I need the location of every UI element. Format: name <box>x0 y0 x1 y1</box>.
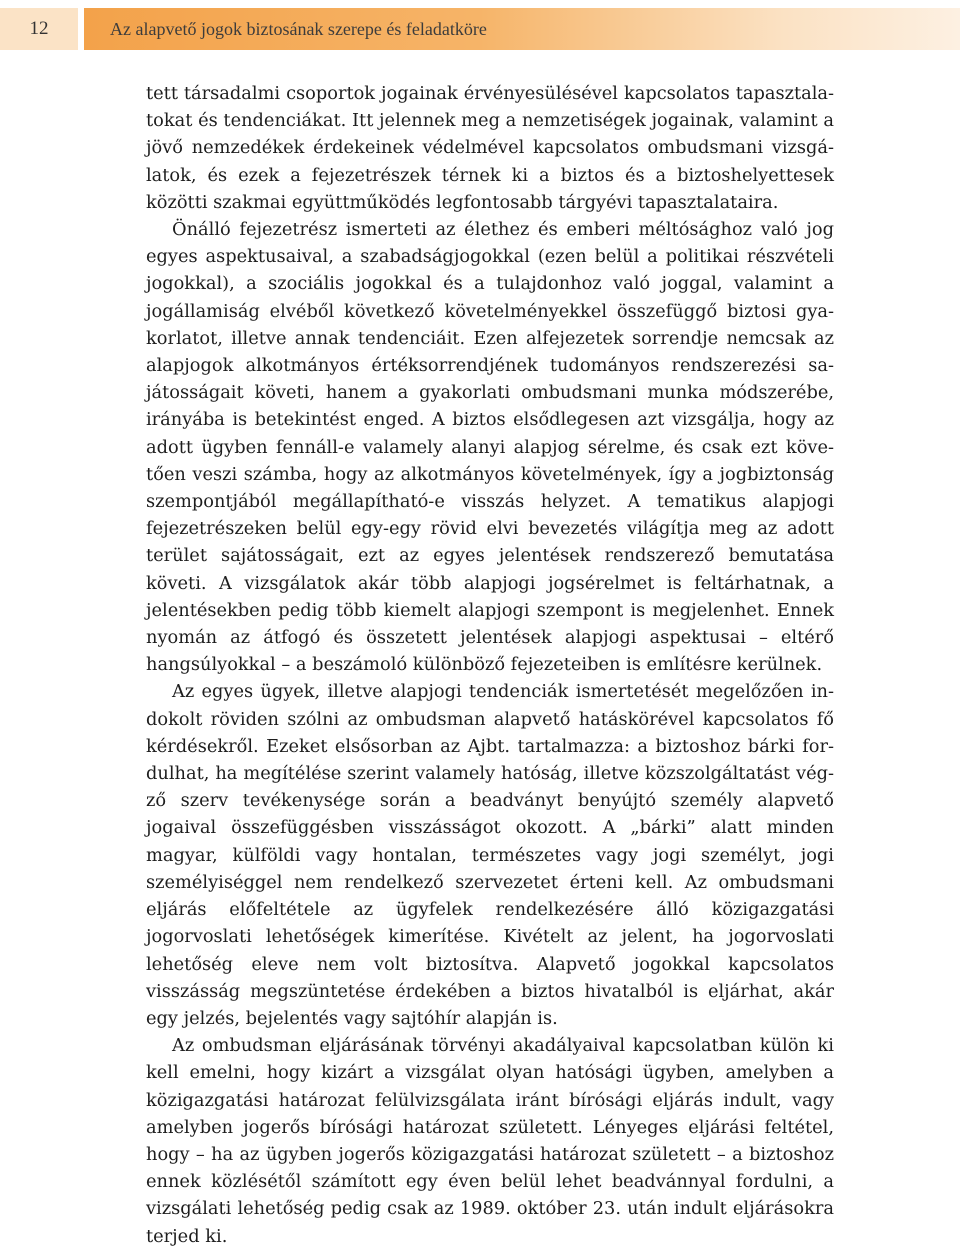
paragraph: Az egyes ügyek, illetve alapjogi tendenciák ismertetését megelőzően indokolt röviden szólni az ombudsman alapvető hatáskörével kapcsolatos fő kérdésekről. Ezeket elsősorban az Ajbt. tartalmazza: a biztoshoz bárki fordulhat, ha megítélése szerint valamely hatóság, illetve közszolgáltatást végző szerv tevékenysége során a beadványt benyújtó személy alapvető jogaival összefüggésben visszásságot okozott. A „bárki” alatt minden magyar, külföldi vagy hontalan, természetes vagy jogi személyt, jogi személyiséggel nem rendelkező szervezetet érteni kell. Az ombudsmani eljárás előfeltétele az ügyfelek rendelkezésére álló közigazgatási jogorvoslati lehetőségek kimerítése. Kivételt az jelent, ha jogorvoslati lehetőség eleve nem volt biztosítva. Alapvető jogokkal kapcsolatos visszásság megszüntetése érdekében a biztos hivatalból is eljárhat, akár egy jelzés, bejelentés vagy sajtóhír alapján is. <box>146 681 834 1029</box>
body-text <box>146 80 834 1250</box>
paragraph: tett társadalmi csoportok jogainak érvényesülésével kapcsolatos tapasztalatokat és tendenciákat. Itt jelennek meg a nemzetiségek jogainak, valamint a jövő nemzedékek érdekeinek védelmével kapcsolatos ombudsmani vizsgálatok, és ezek a fejezetrészek térnek ki a biztos és a biztoshelyettesek közötti szakmai együttműködés legfontosabb tárgyévi tapasztalataira. <box>146 83 834 213</box>
paragraph: Önálló fejezetrész ismerteti az élethez és emberi méltósághoz való jog egyes aspektusaival, a szabadságjogokkal (ezen belül a politikai részvételi jogokkal), a szociális jogokkal és a tulajdonhoz való joggal, valamint a jogállamiság elvéből következő követelményekkel összefüggő biztosi gyakorlatot, illetve annak tendenciáit. Ezen alfejezetek sorrendje nemcsak az alapjogok alkotmányos értéksorrendjének tudományos rendszerezési sajátosságait követi, hanem a gyakorlati ombudsmani munka módszerébe, irányába is betekintést enged. A biztos elsődlegesen azt vizsgálja, hogy az adott ügyben fennáll-e valamely alanyi alapjog sérelme, és csak ezt követően veszi számba, hogy az alkotmányos követelmények, így a jogbiztonság szempontjából megállapítható-e visszás helyzet. A tematikus alapjogi fejezetrészeken belül egy-egy rövid elvi bevezetés világítja meg az adott terület sajátosságait, ezt az egyes jelentések rendszerező bemutatása követi. A vizsgálatok akár több alapjogi jogsérelmet is feltárhatnak, a jelentésekben pedig több kiemelt alapjogi szempont is megjelenhet. Ennek nyomán az átfogó és összetett jelentések alapjogi aspektusai – eltérő hangsúlyokkal – a beszámoló különböző fejezeteiben is említésre kerülnek. <box>146 219 834 676</box>
page-number: 12 <box>0 8 78 50</box>
page-header <box>0 8 960 50</box>
paragraph: Az ombudsman eljárásának törvényi akadályaival kapcsolatban külön ki kell emelni, hogy kizárt a vizsgálat olyan hatósági ügyben, amelyben a közigazgatási határozat felülvizsgálata iránt bírósági eljárás indult, vagy amelyben jogerős bírósági határozat született. Lényeges eljárási feltétel, hogy – ha az ügyben jogerős közigazgatási határozat született – a biztoshoz ennek közlésétől számított egy éven belül lehet beadvánnyal fordulni, a vizsgálati lehetőség pedig csak az 1989. október 23. után indult eljárásokra terjed ki. <box>146 1035 834 1247</box>
running-title: Az alapvető jogok biztosának szerepe és feladatköre <box>84 8 960 50</box>
